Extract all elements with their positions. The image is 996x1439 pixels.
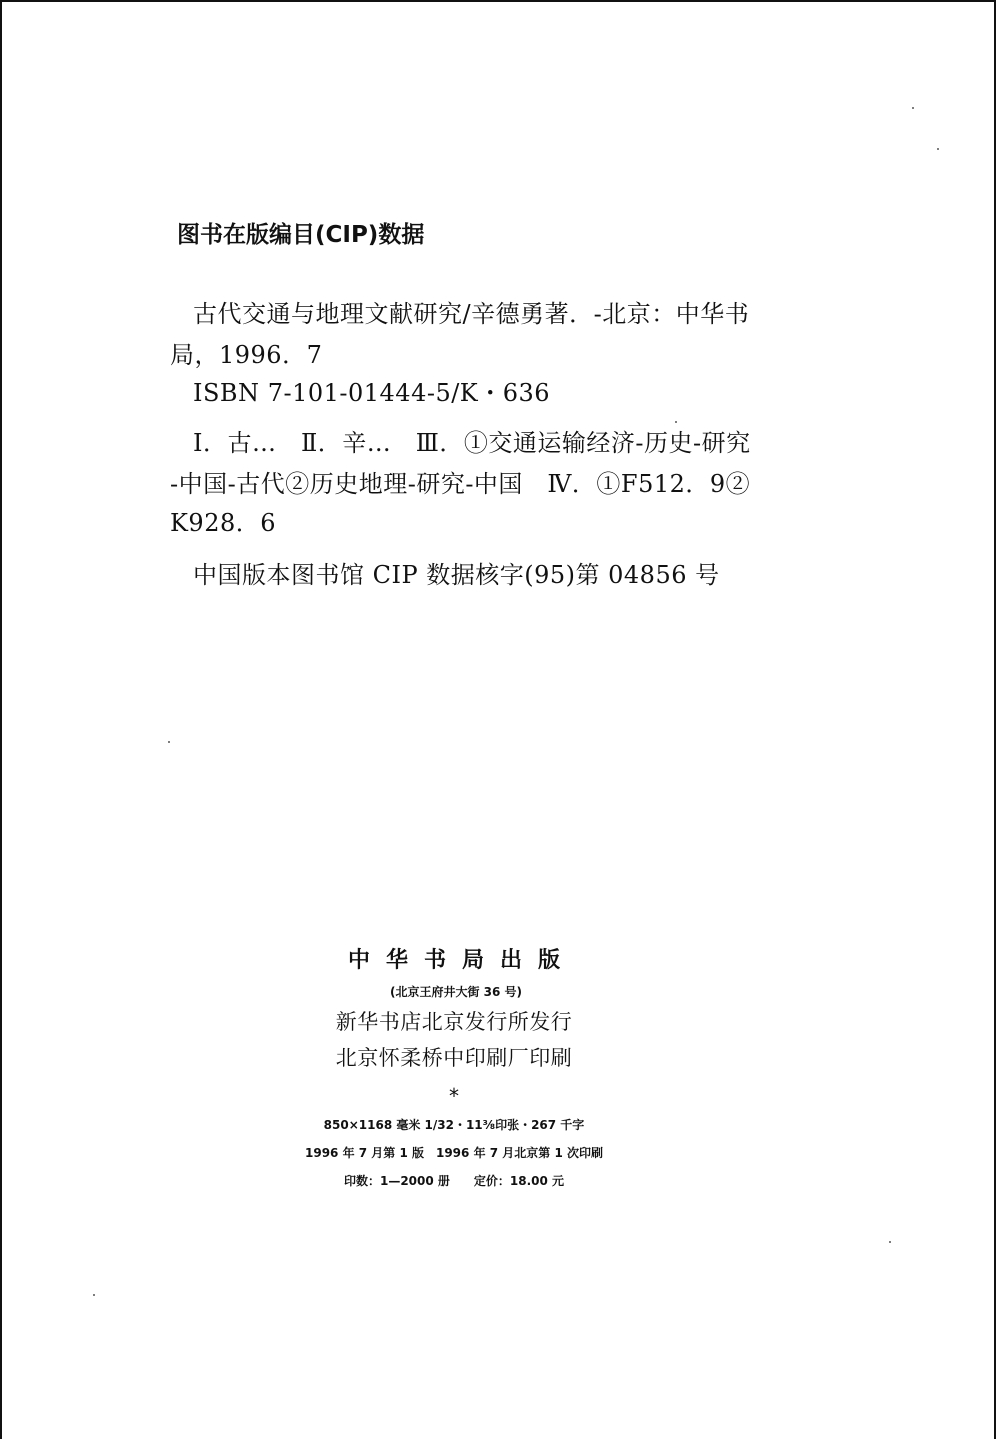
cip-isbn: ISBN 7-101-01444-5/K・636: [193, 379, 551, 407]
cip-subjects-line-1: Ⅰ．古… Ⅱ．辛… Ⅲ．①交通运输经济-历史-研究: [193, 429, 751, 457]
publisher-address: (北京王府井大街 36 号): [389, 985, 523, 999]
cip-title-line-1: 古代交通与地理文献研究/辛德勇著．-北京：中华书: [193, 300, 750, 328]
separator-star: *: [449, 1084, 459, 1108]
printer-line: 北京怀柔桥中印刷厂印刷: [335, 1046, 573, 1070]
print-run-price: 印数：1—2000 册 定价：18.00 元: [343, 1174, 565, 1188]
publisher-line: 中华书局出版: [347, 948, 576, 973]
scan-speck: [937, 148, 939, 150]
scan-speck: [889, 1241, 891, 1243]
scan-speck: [168, 741, 170, 743]
cip-title-line-2: 局，1996．7: [170, 341, 323, 369]
scan-speck: [912, 107, 914, 109]
cip-heading: 图书在版编目(CIP)数据: [177, 222, 425, 248]
cip-record-number: 中国版本图书馆 CIP 数据核字(95)第 04856 号: [193, 561, 720, 589]
edition-info: 1996 年 7 月第 1 版 1996 年 7 月北京第 1 次印刷: [305, 1146, 603, 1160]
format-spec: 850×1168 毫米 1/32・11⅜印张・267 千字: [323, 1118, 585, 1132]
scan-speck: [675, 421, 677, 423]
distributor-line: 新华书店北京发行所发行: [335, 1010, 573, 1034]
cip-subjects-line-2: -中国-古代②历史地理-研究-中国 Ⅳ．①F512．9②: [170, 470, 751, 498]
scan-speck: [93, 1294, 95, 1296]
cip-subjects-line-3: K928．6: [170, 509, 277, 537]
